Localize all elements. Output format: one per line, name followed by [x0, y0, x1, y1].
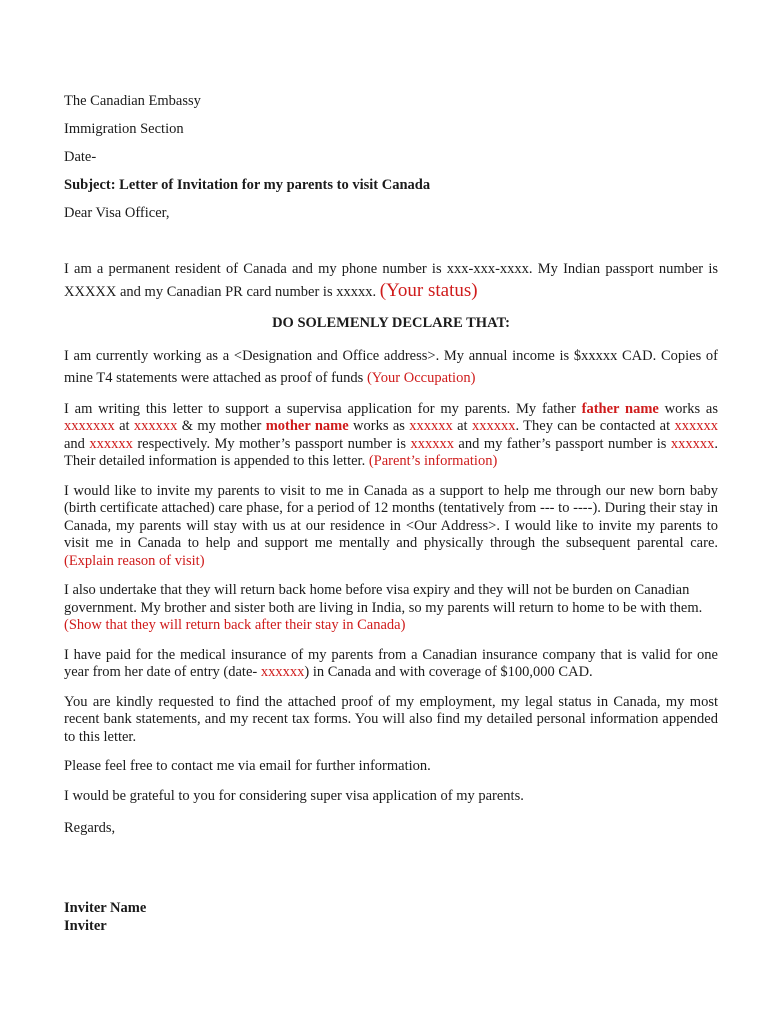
text-segment-normal: . Their detailed information is appended to this letter. [64, 435, 719, 469]
text-segment-normal: I also undertake that they will return back home before visa expiry and they will not be burden on Canadian government. My brother and sister both are living in India, so my parents will return to home to be with them. [64, 582, 703, 616]
text-segment-normal: You are kindly requested to find the attached proof of my employment, my legal status in Canada, my most recent bank statements, and my recent tax forms. You will also find my detailed personal information appended to this letter. [64, 693, 718, 745]
gratitude-paragraph [64, 788, 718, 806]
text-segment-normal: I have paid for the medical insurance of my parents from a Canadian insurance company that is valid for one year from her date of entry (date- [64, 646, 718, 680]
text-segment-normal: Please feel free to contact me via email for further information. [64, 758, 431, 774]
contact-paragraph [64, 758, 718, 776]
occupation-paragraph [64, 345, 718, 389]
text-segment-red: (Your Occupation) [366, 369, 476, 386]
insurance-paragraph [64, 647, 718, 682]
text-segment-normal: I would be grateful to you for considering super visa application of my parents. [64, 787, 524, 804]
text-segment-bold: DO SOLEMENLY DECLARE THAT: [272, 315, 510, 331]
text-segment-normal: ) in Canada and with coverage of $100,000 CAD. [304, 664, 593, 680]
text-segment-normal: at [114, 418, 134, 434]
text-segment-normal: I am currently working as a <Designation and Office address>. My annual income is $xxxxx CAD. Copies of mine T4 statements were attached as proof of funds [64, 347, 718, 386]
text-segment-normal: works as [348, 418, 410, 434]
signature-title: Inviter [64, 918, 107, 934]
text-segment-red: (Parent’s information) [368, 453, 498, 469]
status-paragraph [64, 258, 718, 303]
text-segment-red: xxxxxx [410, 435, 454, 452]
subject-line: Subject: Letter of Invitation for my parents to visit Canada [64, 177, 431, 193]
header-line-date: Date- [64, 149, 97, 165]
text-segment-bold-red: mother name [265, 418, 349, 434]
signature-block [64, 899, 718, 935]
text-segment-red: xxxxxx [674, 418, 718, 434]
text-segment-red: (Explain reason of visit) [64, 552, 205, 569]
signature-name: Inviter Name [64, 900, 147, 916]
text-segment-red: xxxxxx [409, 418, 453, 434]
text-segment-normal: & my mother [177, 418, 266, 434]
closing: Regards, [64, 820, 116, 836]
text-segment-bold-red: father name [581, 400, 659, 417]
text-segment-normal: works as [658, 400, 718, 417]
text-segment-red: xxxxxx [133, 418, 178, 434]
text-segment-red-large: (Your status) [379, 280, 478, 301]
text-segment-normal: . They can be contacted at [515, 418, 675, 434]
parents-info-paragraph [64, 401, 718, 471]
text-segment-normal: I am a permanent resident of Canada and my phone number is xxx-xxx-xxxx. My Indian passport number is XXXXX and my Canadian PR card number is xxxxx. [64, 261, 718, 300]
text-segment-normal: I would like to invite my parents to visit to me in Canada as a support to help me through our new born baby (birth certificate attached) care phase, for a period of 12 months (tentatively from --- to ----). During their stay in Canada, my parents will stay with us at our residence in <Our Address>. I would like to invite my parents to visit me in Canada to help and support me mentally and physically through the subsequent parental care. [64, 482, 718, 551]
letter-header [64, 92, 718, 222]
text-segment-red: xxxxxxx [64, 418, 115, 434]
text-segment-normal: at [452, 418, 472, 434]
text-segment-red: xxxxxx [89, 435, 133, 452]
text-segment-normal: and my father’s passport number is [453, 435, 671, 452]
text-segment-normal: respectively. My mother’s passport number is [132, 435, 411, 452]
text-segment-red: xxxxxx [260, 664, 305, 680]
header-line-embassy: The Canadian Embassy [64, 93, 201, 109]
text-segment-red: xxxxxx [471, 418, 516, 434]
text-segment-red: (Show that they will return back after their stay in Canada) [64, 617, 406, 633]
declaration-heading [64, 315, 718, 333]
attachments-paragraph [64, 694, 718, 747]
return-undertaking-paragraph [64, 582, 718, 635]
letter-body [64, 258, 718, 805]
text-segment-normal: I am writing this letter to support a supervisa application for my parents. My father [64, 400, 582, 417]
reason-of-visit-paragraph [64, 483, 718, 571]
text-segment-normal: and [64, 435, 90, 452]
text-segment-red: xxxxxx [670, 435, 715, 452]
header-line-section: Immigration Section [64, 121, 184, 137]
salutation: Dear Visa Officer, [64, 205, 170, 221]
